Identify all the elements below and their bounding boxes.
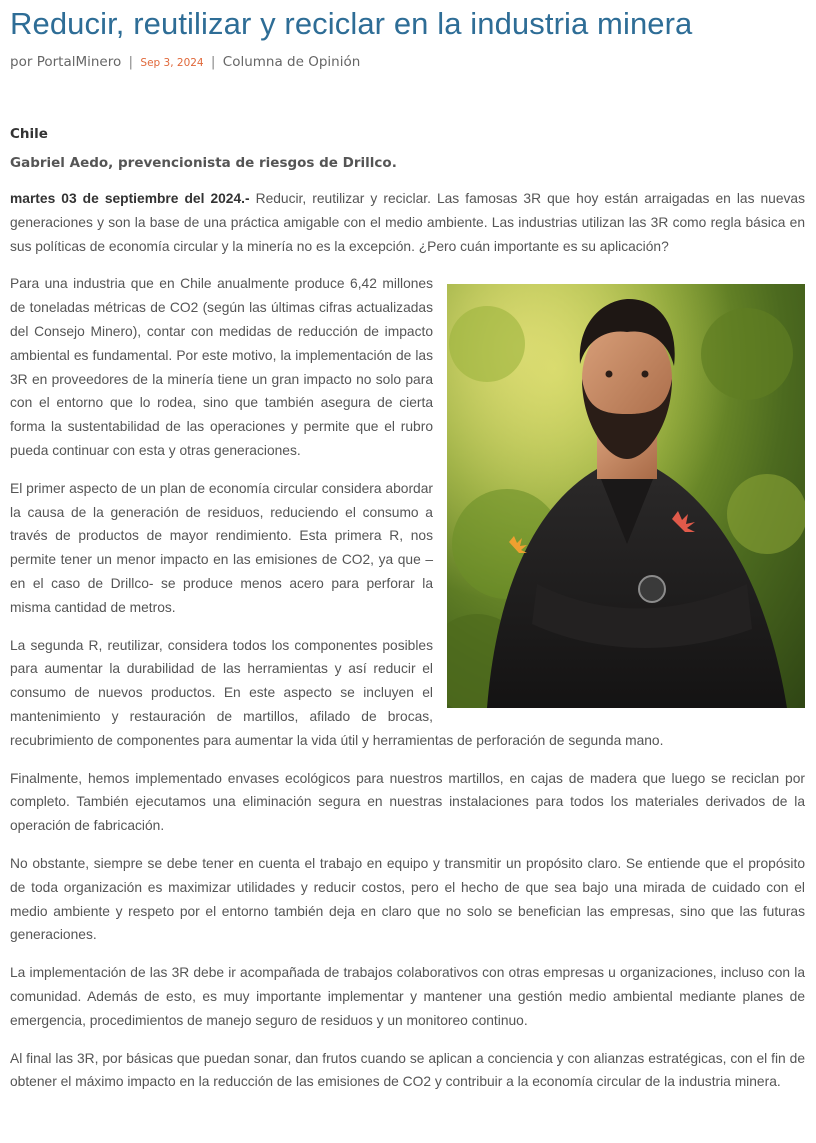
post-meta — [10, 52, 805, 73]
paragraph: La segunda R, reutilizar, considera todos los componentes posibles para aumentar la durabilidad de las herramientas y así reducir el consumo de nuevos productos. En este aspecto se incluyen el mantenimiento y restauración de martillos, afilado de brocas, recubrimiento de componentes para aumentar la vida útil y herramientas de perforación de segunda mano. — [10, 637, 664, 748]
column-author: Gabriel Aedo, prevencionista de riesgos de Drillco. — [10, 155, 397, 171]
paragraph: Al final las 3R, por básicas que puedan sonar, dan frutos cuando se aplican a conciencia y con alianzas estratégicas, con el fin de obtener el máximo impacto en la reducción de las emisiones de CO2 y contribuir a la economía circular de la industria minera. — [10, 1050, 805, 1090]
category-link[interactable]: Columna de Opinión — [222, 54, 361, 70]
author-link[interactable]: PortalMinero — [36, 54, 122, 70]
paragraph: No obstante, siempre se debe tener en cuenta el trabajo en equipo y transmitir un propósito claro. Se entiende que el propósito de toda organización es maximizar utilidades y reducir costos, pero el hecho de que sea bajo una mirada de cuidado con el medio ambiente y respeto por el entorno también deja en claro que no solo se benefician las empresas, sino que las futuras generaciones. — [10, 855, 805, 943]
paragraph: Para una industria que en Chile anualmente produce 6,42 millones de toneladas métricas de CO2 (según las últimas cifras actualizadas del Consejo Minero), contar con medidas de reducción de impacto ambiental es fundamental. Por este motivo, la implementación de las 3R en proveedores de la minería tiene un gran impacto no solo para con el entorno que lo rodea, sino que también asegura de cierta forma la sustentabilidad de las operaciones y permite que el rubro pueda continuar con esta y otras generaciones. — [10, 276, 433, 458]
article — [10, 0, 805, 1108]
article-title: Reducir, reutilizar y reciclar en la industria minera — [10, 6, 693, 41]
meta-separator: | — [210, 54, 216, 70]
paragraph: Finalmente, hemos implementado envases ecológicos para nuestros martillos, en cajas de madera que luego se reciclan por completo. También ejecutamos una eliminación segura en nuestras instalaciones para todos los materiales derivados de la operación de fabricación. — [10, 770, 805, 834]
paragraph-text: Reducir, reutilizar y reciclar. Las famosas 3R que hoy están arraigadas en las nuevas generaciones y son la base de una práctica amigable con el medio ambiente. Las industrias utilizan las 3R como regla básica en sus políticas de economía circular y la minería no es la excepción. ¿Pero cuán importante es su aplicación? — [10, 191, 805, 254]
post-date: Sep 3, 2024 — [140, 57, 204, 69]
paragraph: El primer aspecto de un plan de economía circular considera abordar la causa de la generación de residuos, reduciendo el consumo a través de productos de mayor rendimiento. Esta primera R, nos permite tener un menor impacto en las emisiones de CO2, ya que – en el caso de Drillco- se produce menos acero para perforar la misma cantidad de metros. — [10, 480, 433, 615]
dateline: martes 03 de septiembre del 2024.- — [10, 191, 250, 206]
by-prefix: por — [10, 54, 33, 70]
portrait-photo-icon — [447, 284, 805, 708]
meta-separator: | — [128, 54, 134, 70]
paragraph: La implementación de las 3R debe ir acompañada de trabajos colaborativos con otras empresas u organizaciones, incluso con la comunidad. Además de esto, es muy importante implementar y mantener una gestión medio ambiental mediante planes de emergencia, procedimientos de manejo seguro de residuos y un monitoreo continuo. — [10, 965, 805, 1028]
country-label: Chile — [10, 126, 48, 142]
article-body — [10, 187, 805, 1094]
paragraph — [10, 187, 805, 258]
author-photo — [447, 284, 805, 708]
